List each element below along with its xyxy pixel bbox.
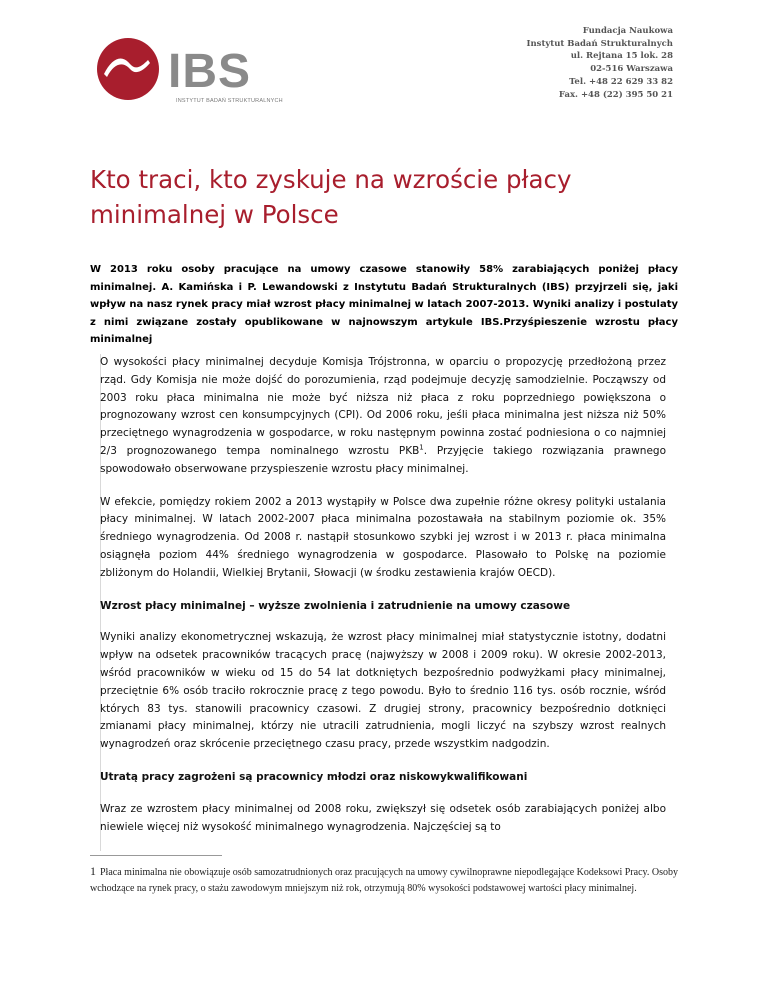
- address-line-organization: Fundacja Naukowa: [582, 26, 673, 36]
- address-line-phone: Tel. +48 22 629 33 82: [569, 76, 673, 87]
- address-block: [527, 25, 674, 101]
- lead-paragraph: W 2013 roku osoby pracujące na umowy czasowe stanowiły 58% zarabiających poniżej płacy minimalnej. A. Kamińska i P. Lewandowski z Instytutu Badań Strukturalnych (IBS) przyjrzeli się, jaki wpływ na nasz rynek pracy miał wzrost płacy minimalnej w latach 2007-2013. Wyniki analizy i postulaty z nimi związane zostały opublikowane w najnowszym artykule IBS.Przyśpieszenie wzrostu płacy minimalnej: [90, 264, 678, 346]
- article-title: Kto traci, kto zyskuje na wzroście płacy minimalnej w Polsce: [90, 165, 572, 229]
- logo-circle: [97, 38, 159, 100]
- address-line-fax: Fax. +48 (22) 395 50 21: [558, 89, 673, 100]
- article-body: [100, 354, 666, 851]
- body-paragraph-1-tail: . Przyjęcie takiego rozwiązania prawnego spowodowało obserwowane przyspieszenie wzrostu płacy minimalnej.: [100, 444, 667, 475]
- address-line-institute: Instytut Badań Strukturalnych: [526, 38, 673, 49]
- section-heading-1: Wzrost płacy minimalnej – wyższe zwolnienia i zatrudnienie na umowy czasowe: [100, 599, 571, 612]
- footnote-text: Płaca minimalna nie obowiązuje osób samozatrudnionych oraz pracujących na umowy cywilnoprawne niepodlegające Kodeksowi Pracy. Osoby wchodzące na rynek pracy, o stażu zawodowym mniejszym niż rok, otrzymują 80% wysokości podstawowej wartości płacy minimalnej.: [90, 867, 678, 894]
- footnote-reference[interactable]: 1: [419, 443, 424, 452]
- address-line-street: ul. Rejtana 15 lok. 28: [570, 51, 673, 62]
- logo-caption: INSTYTUT BADAŃ STRUKTURALNYCH: [176, 98, 283, 104]
- footnote: [90, 864, 678, 897]
- address-line-city: 02-516 Warszawa: [590, 64, 673, 75]
- section-heading-2: Utratą pracy zagrożeni są pracownicy młodzi oraz niskowykwalifikowani: [100, 770, 528, 783]
- footnote-divider: [90, 855, 222, 856]
- body-paragraph-1: [100, 354, 666, 479]
- ibs-logo: [90, 36, 283, 116]
- body-paragraph-4: Wraz ze wzrostem płacy minimalnej od 2008 roku, zwiększył się odsetek osób zarabiających poniżej albo niewiele więcej niż wysokość minimalnego wynagrodzenia. Najczęściej są to: [100, 802, 666, 833]
- logo-text: IBS: [168, 45, 252, 98]
- body-paragraph-2: W efekcie, pomiędzy rokiem 2002 a 2013 wystąpiły w Polsce dwa zupełnie różne okresy polityki ustalania płacy minimalnej. W latach 2002-2007 płaca minimalna pozostawała na stabilnym poziomie ok. 35% średniego wynagrodzenia. Od 2008 r. nastąpił stosunkowo szybki jej wzrost i w 2013 r. płaca minimalna osiągnęła poziom 44% średniego wynagrodzenia w gospodarce. Plasowało to Polskę na poziomie zbliżonym do Holandii, Wielkiej Brytanii, Słowacji (w środku zestawienia krajów OECD).: [100, 495, 666, 579]
- body-paragraph-3: Wyniki analizy ekonometrycznej wskazują, że wzrost płacy minimalnej miał statystycznie istotny, dodatni wpływ na odsetek pracowników tracących pracę (najwyższy w 2008 i 2009 roku). W okresie 2002-2013, wśród pracowników w wieku od 15 do 54 lat dotkniętych bezpośrednio podwyżkami płacy minimalnej, przeciętnie 6% osób traciło rokrocznie pracę z tego powodu. Było to średnio 116 tys. osób rocznie, wśród których 83 tys. stanowili pracownicy czasowi. Z drugiej strony, pracownicy bezpośrednio dotknięci zmianami płacy minimalnej, którzy nie utracili zatrudnienia, mogli liczyć na szybszy wzrost realnych wynagrodzeń oraz skrócenie przeciętnego czasu pracy, przede wszystkim nadgodzin.: [100, 631, 666, 751]
- body-paragraph-1-text: O wysokości płacy minimalnej decyduje Komisja Trójstronna, w oparciu o propozycję przedłożoną przez rząd. Gdy Komisja nie może dojść do porozumienia, rząd podejmuje decyzję samodzielnie. Począwszy od 2003 roku płaca minimalna nie może być niższa niż płaca z roku poprzedniego powiększona o prognozowany wzrost cen konsumpcyjnych (CPI). Od 2006 roku, jeśli płaca minimalna jest niższa niż 50% przeciętnego wynagrodzenia w gospodarce, w roku następnym powinna zostać podniesiona o co najmniej 2/3 prognozowanego tempa nominalnego wzrostu PKB: [100, 356, 666, 457]
- ibs-logo-graphic: [90, 36, 270, 116]
- footnote-mark: 1: [90, 864, 96, 878]
